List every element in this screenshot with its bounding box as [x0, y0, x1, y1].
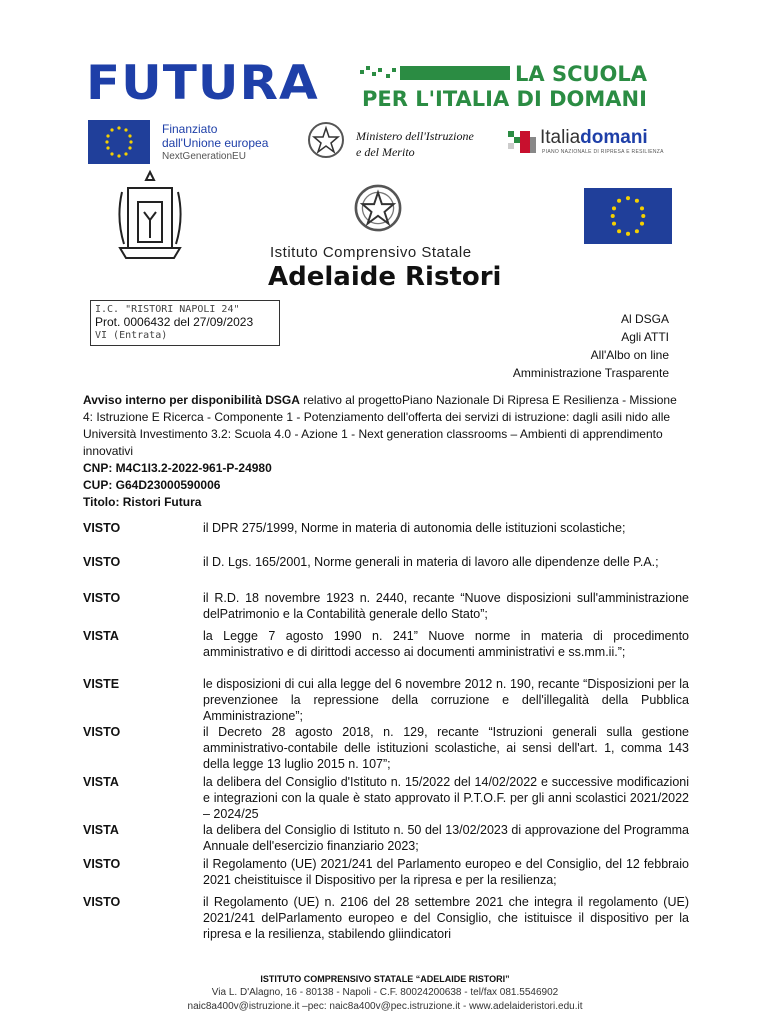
project-title: Titolo: Ristori Futura [83, 495, 202, 509]
pixel-pattern-icon [360, 66, 510, 80]
ministry-line1: Ministero dell'Istruzione [356, 129, 474, 143]
subject-block [83, 392, 689, 511]
item-label: VISTO [83, 725, 121, 739]
protocol-stamp [90, 300, 280, 346]
item-label: VISTO [83, 857, 121, 871]
italia-domani-subtitle: PIANO NAZIONALE DI RIPRESA E RESILIENZA [542, 149, 664, 155]
item-label: VISTA [83, 629, 119, 643]
footer-contacts: naic8a400v@istruzione.it –pec: naic8a400v@pec.istruzione.it - www.adelaideristori.edu.it [187, 1001, 583, 1012]
scuola-logo-line2: PER L'ITALIA DI DOMANI [362, 87, 647, 111]
item-text: la delibera del Consiglio di Istituto n. 50 del 13/02/2023 di approvazione del Programma Annuale dell'esercizio finanziario 2023; [203, 823, 689, 853]
recipient: Al DSGA [620, 312, 669, 326]
scuola-logo-line1: LA SCUOLA [515, 62, 648, 86]
ministry-text [356, 128, 474, 160]
item-label: VISTO [83, 521, 121, 535]
item-label: VISTA [83, 775, 119, 789]
protocol-line1: I.C. "RISTORI NAPOLI 24" [95, 304, 240, 315]
institute-type: Istituto Comprensivo Statale [270, 244, 472, 261]
funding-line1: Finanziato [162, 122, 218, 136]
republic-emblem-icon [352, 182, 404, 234]
item-text: il DPR 275/1999, Norme in materia di autonomia delle istituzioni scolastiche; [203, 521, 626, 535]
italian-emblem-icon [306, 120, 346, 160]
funding-line3: NextGenerationEU [162, 151, 246, 162]
protocol-line3: VI (Entrata) [95, 330, 168, 341]
item-label: VISTA [83, 823, 119, 837]
item-text: il Regolamento (UE) n. 2106 del 28 settembre 2021 che integra il regolamento (UE) 2021/241 delParlamento europeo e del Consiglio, che istituisce il dispositivo per la ripresa e la resilienza, stabilendo gliindicatori [203, 895, 689, 941]
subject-bold-lead: Avviso interno per disponibilità DSGA [83, 393, 300, 407]
item-label: VISTO [83, 591, 121, 605]
cup-code: CUP: G64D23000590006 [83, 478, 221, 492]
item-text: la Legge 7 agosto 1990 n. 241” Nuove norme in materia di procedimento amministrativo e di dirittodi accesso ai documenti amministrativi e ss.mm.ii.”; [203, 629, 689, 659]
ministry-line2: e del Merito [356, 145, 415, 159]
funding-text [162, 122, 268, 164]
item-text: le disposizioni di cui alla legge del 6 novembre 2012 n. 190, recante “Disposizioni per la prevenzionee la repressione della corruzione e dell'illegalità della Pubblica Amministrazione”; [203, 677, 689, 723]
footer-school-name: ISTITUTO COMPRENSIVO STATALE “ADELAIDE RISTORI” [260, 974, 510, 984]
school-crest-icon [114, 168, 186, 262]
subject-text: relativo al progettoPiano Nazionale Di Ripresa E Resilienza - Missione 4: Istruzione E Ricerca - Componente 1 - Potenziamento dell'offerta dei servizi di istruzione: dagli asili nido alle Università Investimento 3.2: Scuola 4.0 - Azione 1 - Next generation classrooms – Ambienti di apprendimento innovativi [83, 393, 677, 458]
item-text: il Regolamento (UE) 2021/241 del Parlamento europeo e del Consiglio, del 12 febbraio 2021 cheistituisce il Dispositivo per la ripresa e per la resilienza; [203, 857, 689, 887]
recipients [513, 310, 669, 382]
item-label: VISTE [83, 677, 120, 691]
page-footer [0, 972, 770, 1014]
item-text: il D. Lgs. 165/2001, Norme generali in materia di lavoro alle dipendenze delle P.A.; [203, 555, 659, 569]
institute-title: Adelaide Ristori [268, 262, 502, 292]
recipient: All'Albo on line [590, 348, 669, 362]
cnp-code: CNP: M4C1I3.2-2022-961-P-24980 [83, 461, 272, 475]
futura-logo: FUTURA [86, 55, 319, 111]
recipient: Amministrazione Trasparente [512, 366, 669, 380]
item-text: il R.D. 18 novembre 1923 n. 2440, recante “Nuove disposizioni sull'amministrazione delPatrimonio e la Contabilità generale dello Stato”; [203, 591, 689, 621]
item-text: il Decreto 28 agosto 2018, n. 129, recante “Istruzioni generali sulla gestione amministrativo-contabile delle istituzioni scolastiche, ai sensi dell'art. 1, comma 143 della legge 13 luglio 2015 n. 107”; [203, 725, 689, 771]
footer-address: Via L. D'Alagno, 16 - 80138 - Napoli - C.F. 80024200638 - tel/fax 081.5546902 [211, 987, 559, 998]
italia-domani-icon [508, 127, 538, 157]
funding-line2: dall'Unione europea [162, 136, 269, 150]
italia-domani-logo [540, 127, 648, 149]
item-label: VISTO [83, 555, 121, 569]
item-text: la delibera del Consiglio d'Istituto n. 15/2022 del 14/02/2022 e successive modificazioni e integrazioni con la quale è stato approvato il P.T.O.F. per gli anni scolastici 2021/2022 – 2024/25 [203, 775, 689, 821]
protocol-number: Prot. 0006432 del 27/09/2023 [95, 315, 254, 329]
recipient: Agli ATTI [621, 330, 669, 344]
item-label: VISTO [83, 895, 121, 909]
italia-plain: Italia [540, 127, 581, 148]
subject-paragraph [83, 392, 689, 460]
italia-bold: domani [580, 127, 648, 148]
eu-flag-right-icon [584, 188, 672, 244]
eu-flag-icon [88, 120, 150, 164]
